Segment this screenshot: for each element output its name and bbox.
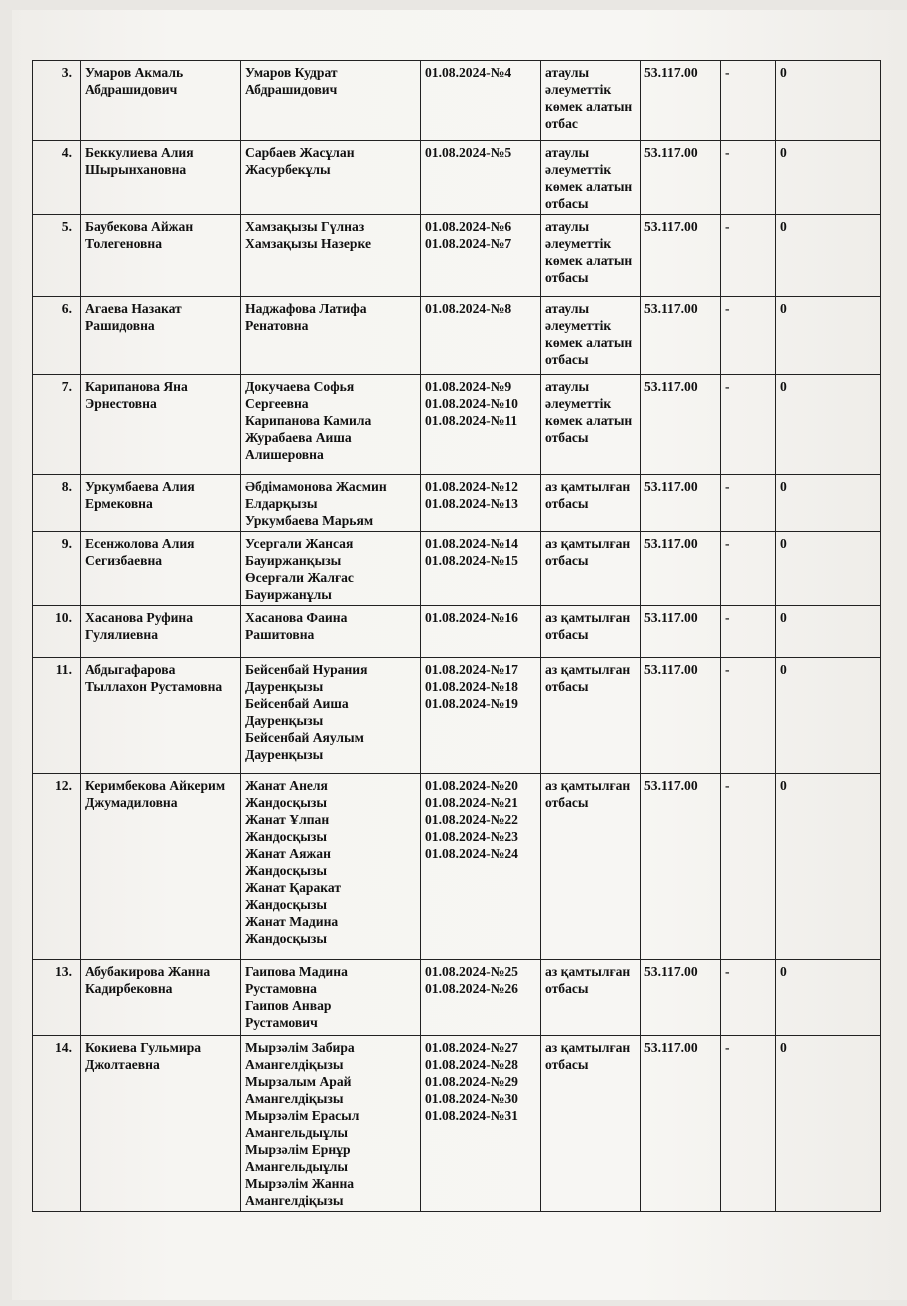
assistance-category-line: отбасы	[545, 627, 589, 642]
order-numbers-line: 01.08.2024-№24	[425, 846, 518, 861]
order-numbers-line: 01.08.2024-№9	[425, 379, 512, 394]
applicant-name	[81, 141, 241, 215]
family-members-line: Мырзәлім Жанна	[245, 1176, 355, 1191]
zero-value: 0	[776, 774, 881, 960]
family-members-line: Умаров Кудрат	[245, 65, 338, 80]
assistance-category-line: отбасы	[545, 679, 589, 694]
amount: 53.117.00	[641, 1036, 721, 1212]
dash-value: -	[721, 532, 776, 606]
family-members	[241, 215, 421, 297]
family-members-line: Өсерғали Жалғас	[245, 570, 354, 585]
amount: 53.117.00	[641, 375, 721, 475]
applicant-name-line: Баубекова Айжан	[85, 219, 194, 234]
order-numbers	[421, 215, 541, 297]
order-numbers-line: 01.08.2024-№18	[425, 679, 518, 694]
applicant-name	[81, 297, 241, 375]
applicant-name-line: Эрнестовна	[85, 396, 157, 411]
order-numbers-line: 01.08.2024-№10	[425, 396, 518, 411]
family-members	[241, 141, 421, 215]
assistance-category-line: әлеуметтік	[545, 396, 612, 411]
order-numbers-line: 01.08.2024-№7	[425, 236, 512, 251]
family-members-line: Жанат Аяжан	[245, 846, 331, 861]
order-numbers-line: 01.08.2024-№5	[425, 145, 512, 160]
applicant-name-line: Гулялиевна	[85, 627, 159, 642]
assistance-category-line: аз қамтылған	[545, 1040, 631, 1055]
applicant-name-line: Умаров Акмаль	[85, 65, 184, 80]
assistance-category-line: әлеуметтік	[545, 162, 612, 177]
table-row	[33, 297, 881, 375]
table-row	[33, 960, 881, 1036]
assistance-category	[541, 606, 641, 658]
row-number: 10.	[33, 606, 81, 658]
family-members-line: Абдрашидович	[245, 82, 338, 97]
family-members	[241, 774, 421, 960]
family-members-line: Дауренқызы	[245, 679, 324, 694]
assistance-category	[541, 658, 641, 774]
applicant-name-line: Рашидовна	[85, 318, 155, 333]
assistance-category	[541, 215, 641, 297]
applicant-name	[81, 215, 241, 297]
assistance-category	[541, 375, 641, 475]
family-members-line: Бауиржанқызы	[245, 553, 342, 568]
amount: 53.117.00	[641, 606, 721, 658]
family-members-line: Ренатовна	[245, 318, 309, 333]
family-members-line: Жанат Қаракат	[245, 880, 342, 895]
table-row	[33, 215, 881, 297]
table-row	[33, 141, 881, 215]
order-numbers-line: 01.08.2024-№31	[425, 1108, 518, 1123]
family-members-line: Хамзақызы Гүлназ	[245, 219, 365, 234]
applicant-name-line: Уркумбаева Алия	[85, 479, 195, 494]
applicant-name	[81, 658, 241, 774]
family-members-line: Докучаева Софья	[245, 379, 355, 394]
family-members-line: Дауренқызы	[245, 713, 324, 728]
family-members-line: Елдарқызы	[245, 496, 318, 511]
order-numbers-line: 01.08.2024-№21	[425, 795, 518, 810]
family-members-line: Амангелдіқызы	[245, 1091, 344, 1106]
assistance-category-line: атаулы	[545, 65, 590, 80]
family-members-line: Жанат Мадина	[245, 914, 339, 929]
family-members	[241, 61, 421, 141]
row-number: 13.	[33, 960, 81, 1036]
order-numbers	[421, 61, 541, 141]
family-members-line: Жанат Ұлпан	[245, 812, 330, 827]
assistance-category-line: отбасы	[545, 1057, 589, 1072]
family-members-line: Жандосқызы	[245, 863, 327, 878]
table-row	[33, 1036, 881, 1212]
family-members-line: Жандосқызы	[245, 795, 327, 810]
assistance-category-line: аз қамтылған	[545, 479, 631, 494]
assistance-category	[541, 475, 641, 532]
applicant-name-line: Беккулиева Алия	[85, 145, 194, 160]
assistance-category	[541, 532, 641, 606]
assistance-category	[541, 141, 641, 215]
order-numbers	[421, 141, 541, 215]
assistance-category-line: отбасы	[545, 496, 589, 511]
assistance-category-line: атаулы	[545, 145, 590, 160]
dash-value: -	[721, 375, 776, 475]
assistance-category-line: көмек алатын	[545, 99, 633, 114]
zero-value: 0	[776, 658, 881, 774]
family-members-line: Мырзәлім Ерасыл	[245, 1108, 360, 1123]
assistance-category-line: атаулы	[545, 379, 590, 394]
family-members-line: Гаипова Мадина	[245, 964, 348, 979]
family-members-line: Уркумбаева Марьям	[245, 513, 374, 528]
zero-value: 0	[776, 960, 881, 1036]
assistance-category-line: отбас	[545, 116, 578, 131]
order-numbers-line: 01.08.2024-№30	[425, 1091, 518, 1106]
applicant-name	[81, 960, 241, 1036]
family-members-line: Усергали Жансая	[245, 536, 354, 551]
order-numbers	[421, 960, 541, 1036]
zero-value: 0	[776, 532, 881, 606]
order-numbers-line: 01.08.2024-№15	[425, 553, 518, 568]
order-numbers-line: 01.08.2024-№23	[425, 829, 518, 844]
dash-value: -	[721, 215, 776, 297]
zero-value: 0	[776, 475, 881, 532]
row-number: 7.	[33, 375, 81, 475]
applicant-name-line: Абубакирова Жанна	[85, 964, 211, 979]
applicant-name-line: Сегизбаевна	[85, 553, 163, 568]
family-members-line: Амангелдіқызы	[245, 1193, 344, 1208]
family-members-line: Жанат Анеля	[245, 778, 328, 793]
order-numbers	[421, 297, 541, 375]
family-members-line: Мырзәлім Забира	[245, 1040, 355, 1055]
order-numbers	[421, 658, 541, 774]
amount: 53.117.00	[641, 297, 721, 375]
row-number: 11.	[33, 658, 81, 774]
family-members-line: Амангельдыұлы	[245, 1159, 348, 1174]
applicant-name	[81, 1036, 241, 1212]
dash-value: -	[721, 606, 776, 658]
applicant-name-line: Толегеновна	[85, 236, 163, 251]
amount: 53.117.00	[641, 475, 721, 532]
order-numbers	[421, 375, 541, 475]
row-number: 4.	[33, 141, 81, 215]
assistance-category-line: аз қамтылған	[545, 662, 631, 677]
order-numbers-line: 01.08.2024-№12	[425, 479, 518, 494]
amount: 53.117.00	[641, 141, 721, 215]
order-numbers-line: 01.08.2024-№11	[425, 413, 518, 428]
applicant-name-line: Керимбекова Айкерим	[85, 778, 226, 793]
zero-value: 0	[776, 61, 881, 141]
family-members-line: Жандосқызы	[245, 897, 327, 912]
dash-value: -	[721, 1036, 776, 1212]
dash-value: -	[721, 774, 776, 960]
dash-value: -	[721, 960, 776, 1036]
family-members-line: Амангельдыұлы	[245, 1125, 348, 1140]
family-members-line: Жасурбекұлы	[245, 162, 331, 177]
dash-value: -	[721, 297, 776, 375]
family-members	[241, 297, 421, 375]
applicant-name-line: Джолтаевна	[85, 1057, 160, 1072]
assistance-category-line: әлеуметтік	[545, 318, 612, 333]
table-row	[33, 774, 881, 960]
applicant-name-line: Шырынхановна	[85, 162, 187, 177]
assistance-category-line: аз қамтылған	[545, 610, 631, 625]
applicant-name	[81, 475, 241, 532]
row-number: 3.	[33, 61, 81, 141]
row-number: 14.	[33, 1036, 81, 1212]
applicant-name-line: Агаева Назакат	[85, 301, 182, 316]
row-number: 6.	[33, 297, 81, 375]
family-members	[241, 475, 421, 532]
family-members-line: Жандосқызы	[245, 829, 327, 844]
table-row	[33, 606, 881, 658]
family-members-line: Әбдімамонова Жасмин	[245, 479, 387, 494]
assistance-category-line: отбасы	[545, 981, 589, 996]
amount: 53.117.00	[641, 215, 721, 297]
family-members-line: Наджафова Латифа	[245, 301, 367, 316]
order-numbers-line: 01.08.2024-№27	[425, 1040, 518, 1055]
assistance-category	[541, 61, 641, 141]
family-members-line: Бейсенбай Аяулым	[245, 730, 364, 745]
family-members-line: Дауренқызы	[245, 747, 324, 762]
assistance-category	[541, 960, 641, 1036]
assistance-category-line: отбасы	[545, 430, 589, 445]
family-members-line: Рустамович	[245, 1015, 318, 1030]
zero-value: 0	[776, 141, 881, 215]
assistance-category-line: көмек алатын	[545, 335, 633, 350]
family-members-line: Хамзақызы Назерке	[245, 236, 372, 251]
assistance-category-line: отбасы	[545, 270, 589, 285]
family-members-line: Сарбаев Жасұлан	[245, 145, 355, 160]
row-number: 8.	[33, 475, 81, 532]
family-members	[241, 375, 421, 475]
order-numbers-line: 01.08.2024-№14	[425, 536, 518, 551]
order-numbers	[421, 606, 541, 658]
applicant-name-line: Кокиева Гульмира	[85, 1040, 202, 1055]
dash-value: -	[721, 61, 776, 141]
order-numbers	[421, 532, 541, 606]
order-numbers-line: 01.08.2024-№17	[425, 662, 518, 677]
order-numbers-line: 01.08.2024-№22	[425, 812, 518, 827]
order-numbers-line: 01.08.2024-№13	[425, 496, 518, 511]
order-numbers-line: 01.08.2024-№26	[425, 981, 518, 996]
zero-value: 0	[776, 1036, 881, 1212]
row-number: 5.	[33, 215, 81, 297]
assistance-category-line: отбасы	[545, 196, 589, 211]
family-members-line: Гаипов Анвар	[245, 998, 332, 1013]
family-members	[241, 658, 421, 774]
applicant-name-line: Кадирбековна	[85, 981, 173, 996]
applicant-name	[81, 774, 241, 960]
applicant-name-line: Тыллахон Рустамовна	[85, 679, 223, 694]
family-members-line: Рашитовна	[245, 627, 315, 642]
table-row	[33, 532, 881, 606]
zero-value: 0	[776, 375, 881, 475]
family-members-line: Рустамовна	[245, 981, 317, 996]
assistance-category-line: аз қамтылған	[545, 964, 631, 979]
dash-value: -	[721, 475, 776, 532]
order-numbers	[421, 774, 541, 960]
assistance-category-line: көмек алатын	[545, 413, 633, 428]
order-numbers-line: 01.08.2024-№29	[425, 1074, 518, 1089]
applicant-name-line: Абдыгафарова	[85, 662, 176, 677]
family-members	[241, 606, 421, 658]
order-numbers-line: 01.08.2024-№8	[425, 301, 512, 316]
assistance-category-line: отбасы	[545, 352, 589, 367]
applicant-name-line: Есенжолова Алия	[85, 536, 195, 551]
family-members-line: Карипанова Камила	[245, 413, 372, 428]
family-members-line: Бауиржанұлы	[245, 587, 332, 602]
order-numbers	[421, 475, 541, 532]
row-number: 12.	[33, 774, 81, 960]
zero-value: 0	[776, 215, 881, 297]
beneficiary-table	[32, 60, 881, 1212]
applicant-name-line: Абдрашидович	[85, 82, 178, 97]
assistance-category-line: көмек алатын	[545, 179, 633, 194]
family-members-line: Алишеровна	[245, 447, 324, 462]
zero-value: 0	[776, 606, 881, 658]
dash-value: -	[721, 658, 776, 774]
order-numbers-line: 01.08.2024-№20	[425, 778, 518, 793]
order-numbers	[421, 1036, 541, 1212]
family-members-line: Хасанова Фаина	[245, 610, 348, 625]
assistance-category-line: атаулы	[545, 219, 590, 234]
table-row	[33, 375, 881, 475]
table-row	[33, 61, 881, 141]
family-members-line: Сергеевна	[245, 396, 309, 411]
family-members-line: Бейсенбай Аиша	[245, 696, 349, 711]
assistance-category-line: көмек алатын	[545, 253, 633, 268]
order-numbers-line: 01.08.2024-№19	[425, 696, 518, 711]
table-row	[33, 658, 881, 774]
assistance-category-line: отбасы	[545, 553, 589, 568]
assistance-category	[541, 774, 641, 960]
family-members-line: Жандосқызы	[245, 931, 327, 946]
assistance-category-line: отбасы	[545, 795, 589, 810]
assistance-category-line: атаулы	[545, 301, 590, 316]
applicant-name	[81, 61, 241, 141]
family-members	[241, 532, 421, 606]
assistance-category-line: әлеуметтік	[545, 236, 612, 251]
dash-value: -	[721, 141, 776, 215]
applicant-name	[81, 606, 241, 658]
family-members	[241, 1036, 421, 1212]
amount: 53.117.00	[641, 658, 721, 774]
applicant-name	[81, 532, 241, 606]
assistance-category-line: аз қамтылған	[545, 536, 631, 551]
order-numbers-line: 01.08.2024-№4	[425, 65, 512, 80]
family-members-line: Мырзәлім Ернұр	[245, 1142, 351, 1157]
applicant-name-line: Ермековна	[85, 496, 153, 511]
family-members	[241, 960, 421, 1036]
family-members-line: Мырзалым Арай	[245, 1074, 352, 1089]
family-members-line: Амангелдіқызы	[245, 1057, 344, 1072]
assistance-category-line: әлеуметтік	[545, 82, 612, 97]
family-members-line: Журабаева Аиша	[245, 430, 352, 445]
zero-value: 0	[776, 297, 881, 375]
order-numbers-line: 01.08.2024-№16	[425, 610, 518, 625]
applicant-name-line: Хасанова Руфина	[85, 610, 194, 625]
amount: 53.117.00	[641, 61, 721, 141]
amount: 53.117.00	[641, 774, 721, 960]
order-numbers-line: 01.08.2024-№28	[425, 1057, 518, 1072]
assistance-category	[541, 297, 641, 375]
amount: 53.117.00	[641, 960, 721, 1036]
family-members-line: Бейсенбай Нурания	[245, 662, 368, 677]
table-row	[33, 475, 881, 532]
assistance-category-line: аз қамтылған	[545, 778, 631, 793]
table-body	[33, 61, 881, 1212]
applicant-name-line: Джумадиловна	[85, 795, 178, 810]
assistance-category	[541, 1036, 641, 1212]
row-number: 9.	[33, 532, 81, 606]
order-numbers-line: 01.08.2024-№25	[425, 964, 518, 979]
amount: 53.117.00	[641, 532, 721, 606]
order-numbers-line: 01.08.2024-№6	[425, 219, 512, 234]
applicant-name-line: Карипанова Яна	[85, 379, 188, 394]
applicant-name	[81, 375, 241, 475]
